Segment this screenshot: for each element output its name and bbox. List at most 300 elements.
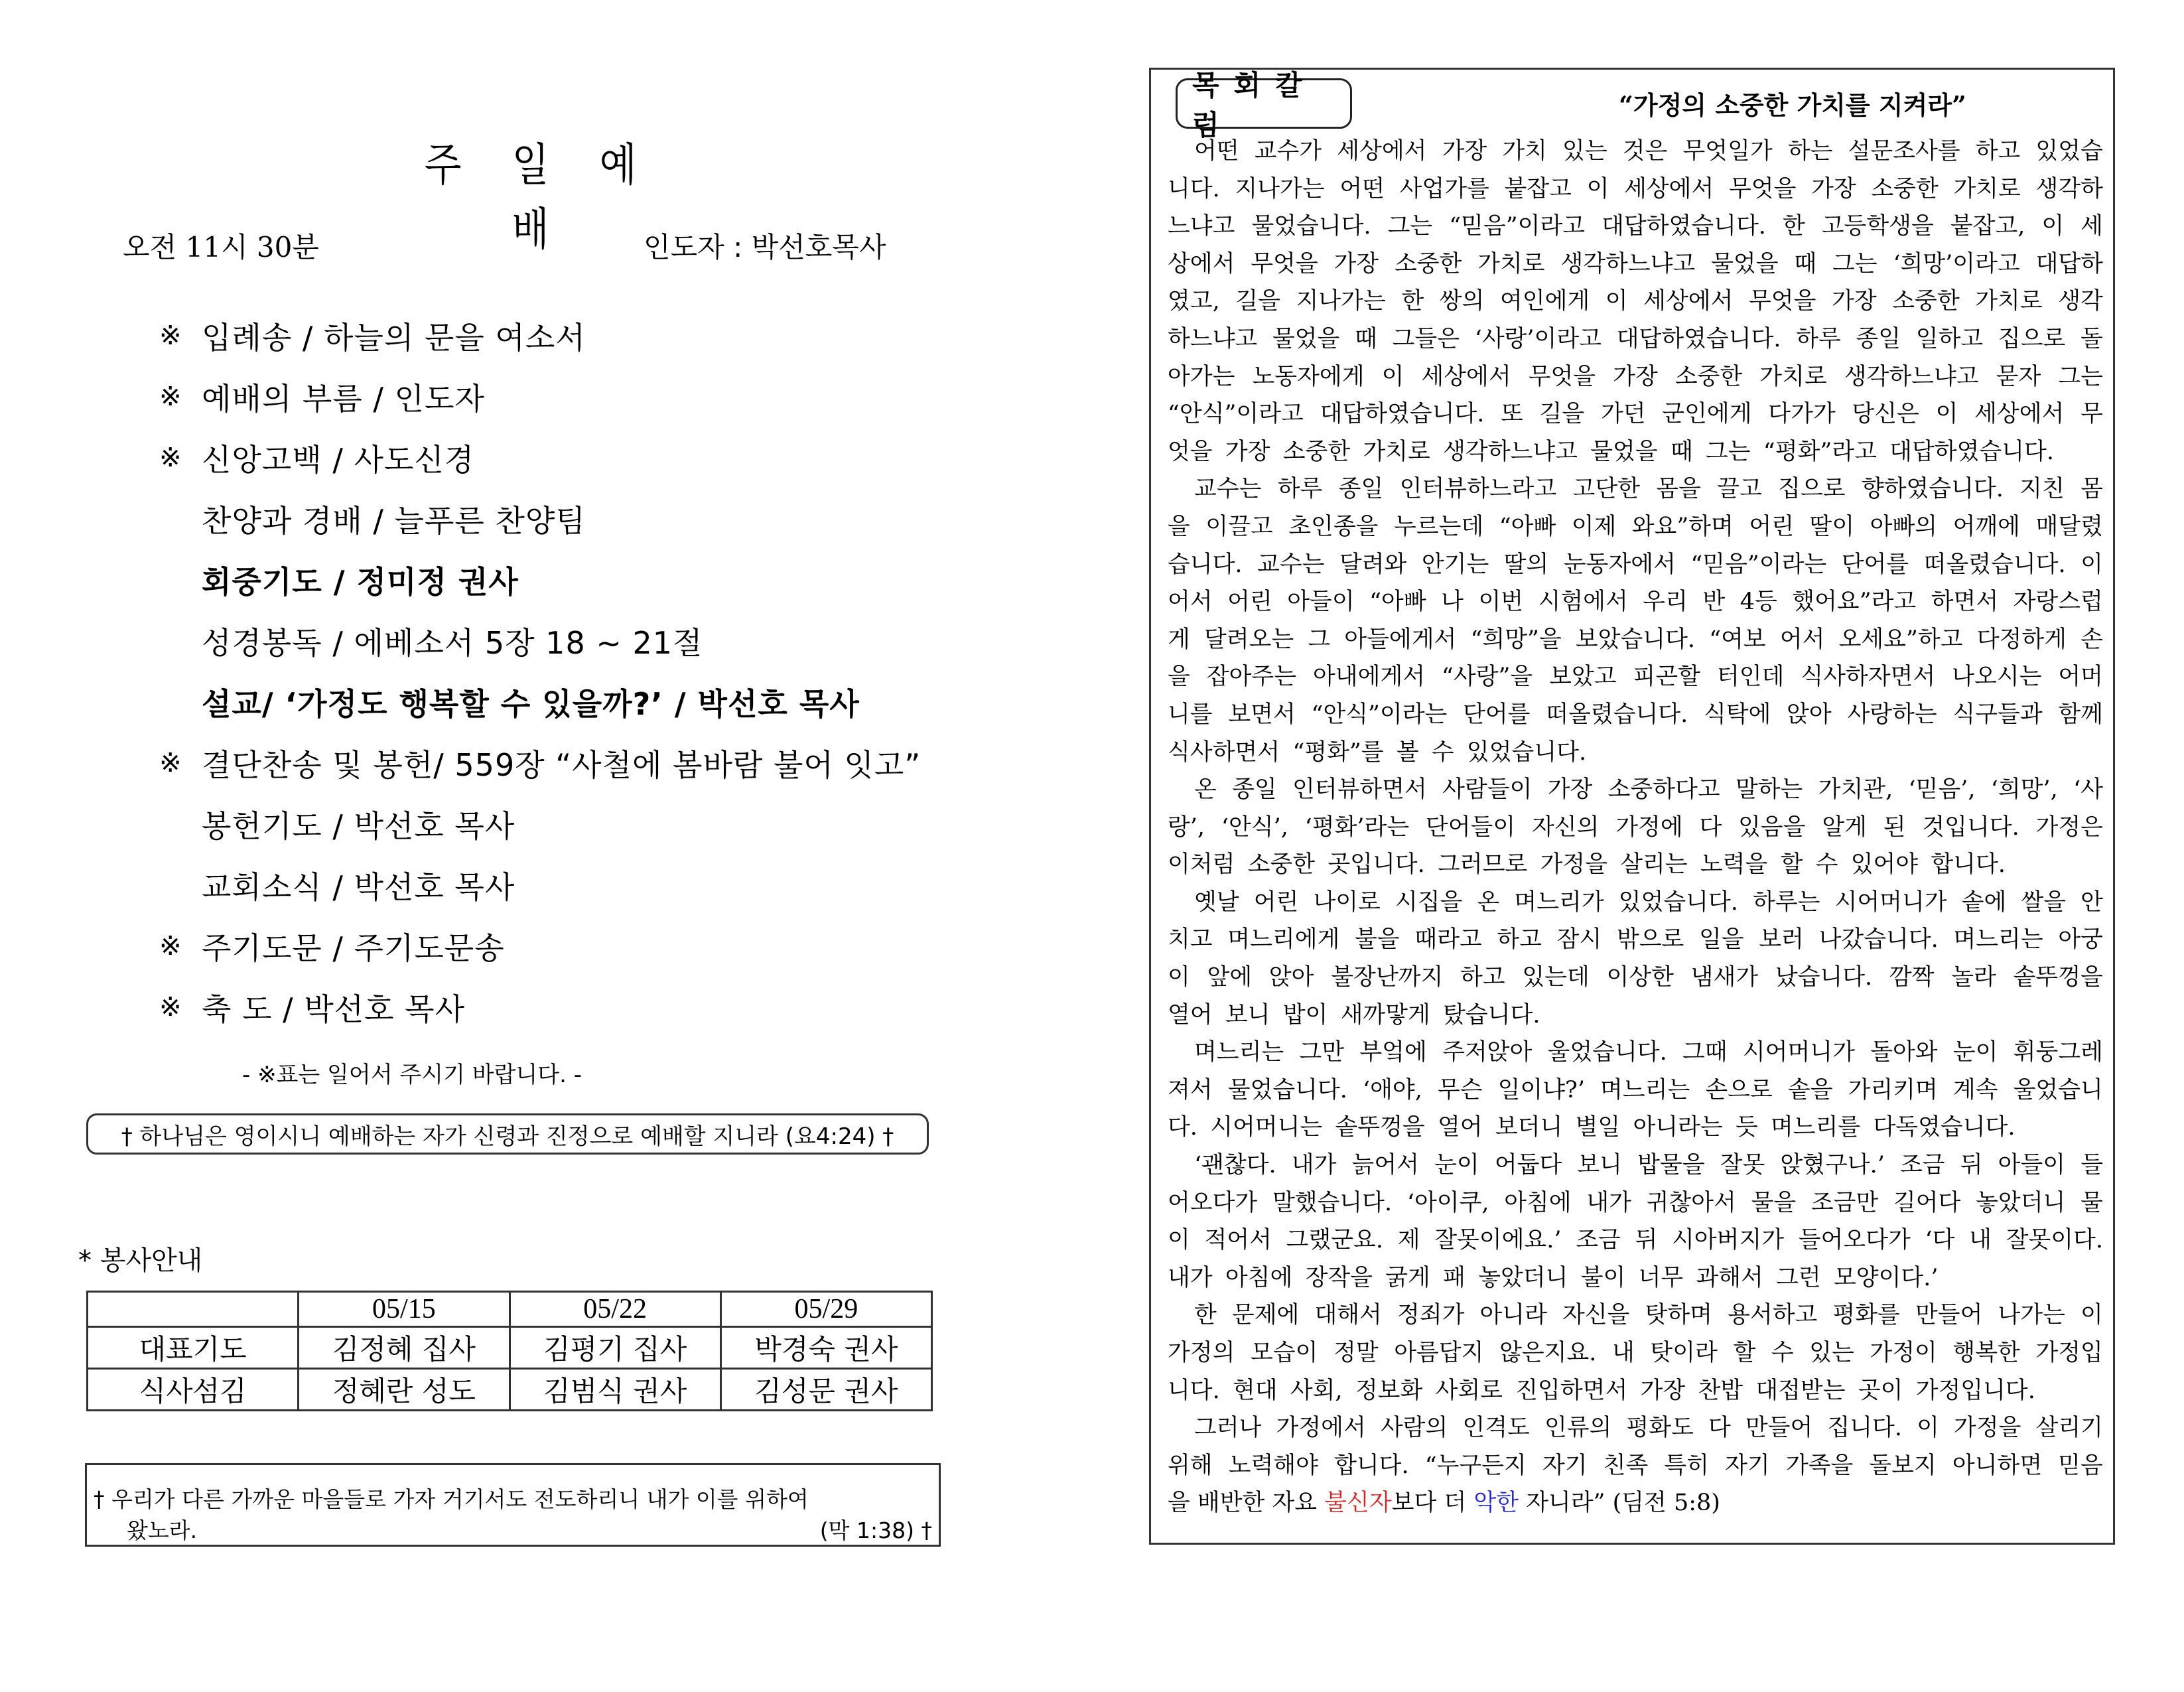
column-paragraph-line bbox=[1168, 283, 2103, 320]
column-word: 열어 bbox=[1168, 1001, 1213, 1028]
column-word: 물었습니다. bbox=[1251, 213, 1371, 240]
column-word: 있는 bbox=[1809, 1340, 1854, 1366]
column-word: 끌고 bbox=[1717, 476, 1762, 503]
column-word: 무엇을 bbox=[1749, 288, 1816, 315]
column-word: 시아버지가 bbox=[1672, 1227, 1785, 1254]
column-word: 세상에서 bbox=[1337, 138, 1427, 165]
column-word: 가장 bbox=[1547, 776, 1593, 804]
column-word: 며느리를 bbox=[1771, 1114, 1861, 1141]
column-word: 우리 bbox=[1643, 589, 1688, 616]
column-word: 합니다. bbox=[1334, 1452, 1409, 1479]
column-paragraph-line bbox=[1168, 320, 2103, 358]
column-word: 들 bbox=[2081, 1152, 2103, 1179]
column-word: 온 bbox=[1194, 776, 1217, 804]
column-word: 세 bbox=[2081, 213, 2103, 240]
column-word: ‘평화’라는 bbox=[1304, 813, 1410, 841]
column-word: 불이 bbox=[1580, 1264, 1626, 1291]
column-word: 대답하 bbox=[2035, 250, 2103, 277]
table-row-label: 대표기도 bbox=[88, 1327, 299, 1369]
column-word: 온 bbox=[1477, 888, 1500, 916]
column-word: 열어 bbox=[1438, 1114, 1483, 1141]
column-word: “평화”를 bbox=[1292, 739, 1384, 766]
column-word: 달려와 bbox=[1339, 551, 1407, 578]
column-word: 어떤 bbox=[1339, 175, 1385, 202]
column-word: 게 bbox=[1168, 626, 1190, 653]
column-word: 고단한 bbox=[1572, 476, 1640, 503]
worship-order-text: 축 도 / 박선호 목사 bbox=[202, 991, 466, 1027]
column-word: 다. bbox=[1168, 1114, 1197, 1141]
column-word: 이 bbox=[2081, 551, 2103, 578]
column-word: 아가는 bbox=[1168, 363, 1235, 390]
column-word: 생각하느냐고 bbox=[1560, 250, 1696, 277]
column-word: 손 bbox=[2081, 626, 2103, 653]
column-word: ‘애야, bbox=[1362, 1076, 1422, 1103]
worship-order-item bbox=[159, 916, 1022, 977]
column-word: 그때 bbox=[1682, 1039, 1728, 1066]
column-word: 이상한 bbox=[1606, 964, 1674, 991]
column-word: 말했습니다. bbox=[1272, 1189, 1393, 1216]
column-paragraph-line bbox=[1168, 621, 2103, 659]
column-paragraph-line bbox=[1168, 1372, 2103, 1410]
column-word: 할 bbox=[1780, 851, 1803, 879]
column-word: 4등 bbox=[1740, 589, 1777, 616]
column-word: 또 bbox=[1501, 401, 1523, 428]
column-word: 아침에 bbox=[1504, 1189, 1572, 1216]
column-word: 니다. bbox=[1168, 175, 1220, 202]
column-word: 시어머니가 bbox=[1834, 888, 1947, 916]
column-word: 무엇일가 bbox=[1682, 138, 1773, 165]
column-word: 가장 bbox=[1442, 138, 1487, 165]
column-word: 그들은 bbox=[1392, 325, 1460, 352]
column-word: 별일 bbox=[1575, 1114, 1621, 1141]
column-word: 어떤 bbox=[1194, 138, 1239, 165]
column-word: 며느리에게 bbox=[1227, 926, 1340, 953]
column-word: 냄새가 bbox=[1690, 964, 1759, 991]
column-word: 떠올렸습니다. bbox=[1546, 701, 1688, 728]
column-word: 몸을 bbox=[1656, 476, 1701, 503]
column-word: 과해서 bbox=[1696, 1264, 1763, 1291]
column-word: 딸의 bbox=[1503, 551, 1549, 578]
column-word: 사업가를 bbox=[1399, 175, 1489, 202]
column-word: 군인에게 bbox=[1662, 401, 1752, 428]
column-word: 습니다. bbox=[1168, 551, 1243, 578]
column-word: 자랑스럽 bbox=[2013, 589, 2103, 616]
column-word: 어머 bbox=[2058, 664, 2103, 691]
column-word: 며느리는 bbox=[1194, 1039, 1284, 1066]
column-word: 솥을 bbox=[1787, 1076, 1833, 1103]
column-word: 있었습니다. bbox=[1618, 888, 1738, 916]
column-word: 가치로 bbox=[1363, 438, 1430, 465]
column-word: 어린 bbox=[1749, 513, 1795, 540]
column-word: 할 bbox=[1733, 1340, 1756, 1366]
column-word: 수 bbox=[1815, 851, 1838, 879]
column-paragraph-line bbox=[1168, 1409, 2103, 1447]
column-word: 물었을 bbox=[1590, 438, 1658, 465]
worship-order-text: 성경봉독 / 에베소서 5장 18 ~ 21절 bbox=[202, 625, 703, 661]
column-word: 이 bbox=[1605, 288, 1628, 315]
column-word: 보니 bbox=[1577, 1152, 1622, 1179]
column-word: 내 bbox=[1969, 1227, 1992, 1254]
column-word: 소중한 bbox=[1674, 363, 1743, 390]
column-word: 정죄가 bbox=[1397, 1302, 1465, 1329]
column-word: 다가가 bbox=[1768, 401, 1836, 428]
column-word: 붙잡고 bbox=[1504, 175, 1572, 202]
column-word: 붙잡고, bbox=[1950, 213, 2025, 240]
column-word: 시어머니가 bbox=[1742, 1039, 1855, 1066]
column-word: 평화도 bbox=[1626, 1415, 1694, 1442]
column-paragraph-line bbox=[1168, 1072, 2103, 1109]
column-word: 가정의 bbox=[1168, 1340, 1235, 1366]
column-word: 깜짝 bbox=[1889, 964, 1935, 991]
column-word: 패 bbox=[1443, 1264, 1466, 1291]
worship-order-text: 결단찬송 및 봉헌/ 559장 “사철에 봄바람 불어 잇고” bbox=[202, 747, 921, 783]
column-word: 그만 bbox=[1299, 1039, 1345, 1066]
column-word: 사람들이 bbox=[1442, 776, 1533, 804]
worship-order-text: 교회소식 / 박선호 목사 bbox=[202, 869, 515, 905]
table-cell: 정혜란 성도 bbox=[299, 1369, 510, 1411]
column-word: 세상에서 bbox=[1974, 401, 2065, 428]
column-word: 가족을 bbox=[1785, 1452, 1854, 1479]
column-word: 자신을 bbox=[1562, 1302, 1630, 1329]
service-time: 오전 11시 30분 bbox=[123, 231, 319, 263]
column-word: 귀찮아서 bbox=[1646, 1189, 1736, 1216]
scripture-line-2-row bbox=[94, 1514, 932, 1545]
scripture-line-1: † 우리가 다른 가까운 마을들로 가자 거기서도 전도하리니 내가 이를 위하여 bbox=[94, 1486, 809, 1512]
column-word: 문제에 bbox=[1231, 1302, 1300, 1329]
column-word: 식사하면서 bbox=[1168, 739, 1280, 766]
column-word: 소중한 bbox=[1892, 288, 1960, 315]
table-cell: 김범식 권사 bbox=[510, 1369, 720, 1411]
column-word: 아들이 bbox=[1998, 1152, 2066, 1179]
column-word: 랑’, bbox=[1168, 813, 1205, 841]
column-word: 그런 bbox=[1776, 1264, 1821, 1291]
column-word: 친족 bbox=[1603, 1452, 1649, 1479]
column-word: “안식”이라는 bbox=[1311, 701, 1448, 728]
column-paragraph-line bbox=[1168, 997, 2103, 1034]
column-word: 듯 bbox=[1735, 1114, 1758, 1141]
column-word: 불을 bbox=[1355, 926, 1400, 953]
column-word: 보니 bbox=[1225, 1001, 1270, 1028]
column-word: 시험에서 bbox=[1538, 589, 1628, 616]
column-word: 났습니다. bbox=[1775, 964, 1873, 991]
column-word: 밥물을 bbox=[1637, 1152, 1705, 1179]
column-word: “여보 bbox=[1709, 626, 1766, 653]
reference-mark-icon: ※ bbox=[159, 748, 182, 778]
column-word: 물 bbox=[2081, 1189, 2103, 1216]
column-paragraph-line bbox=[1168, 433, 2103, 471]
column-word: 하루 bbox=[1277, 476, 1323, 503]
column-word: 솥뚜껑을 bbox=[2013, 964, 2103, 991]
column-word: 눈이 bbox=[1434, 1152, 1479, 1179]
column-word: 대답하였습니다. bbox=[1889, 438, 2054, 465]
column-word: 아니하면 bbox=[1952, 1452, 2043, 1479]
column-word: 정말 bbox=[1333, 1340, 1379, 1366]
scripture-banner-bottom bbox=[85, 1463, 941, 1547]
column-word: 와요”하며 bbox=[1631, 513, 1734, 540]
column-word: 시집을 bbox=[1395, 888, 1463, 916]
column-word: 손으로 bbox=[1705, 1076, 1773, 1103]
column-word: 대답하였습니다. bbox=[1602, 213, 1766, 240]
reference-mark-icon: ※ bbox=[159, 382, 182, 412]
column-word: 이번 bbox=[1478, 589, 1524, 616]
column-word: 제 bbox=[1397, 1227, 1420, 1254]
column-word: 눈이 bbox=[1952, 1039, 1998, 1066]
column-word: 돌아와 bbox=[1870, 1039, 1938, 1066]
column-word: 내 bbox=[1612, 1340, 1635, 1366]
column-word: 살리는 bbox=[1620, 851, 1688, 879]
column-word: 너무 bbox=[1638, 1264, 1684, 1291]
column-word: 생각하느냐고 bbox=[1443, 438, 1578, 465]
column-word: 노력해야 bbox=[1228, 1452, 1318, 1479]
column-paragraph-line bbox=[1168, 1109, 2103, 1147]
column-word: 피곤할 bbox=[1633, 664, 1700, 691]
column-paragraph-line bbox=[1168, 171, 2103, 208]
column-word: 고등학생을 bbox=[1821, 213, 1934, 240]
column-word: 때 bbox=[1355, 325, 1377, 352]
column-word: 않은지요. bbox=[1499, 1340, 1597, 1366]
column-word: 적어서 bbox=[1204, 1227, 1272, 1254]
table-header-cell: 05/22 bbox=[510, 1292, 720, 1327]
column-word: 단어를 bbox=[1463, 701, 1531, 728]
column-final-text: 자니라” (딤전 5:8) bbox=[1519, 1490, 1720, 1517]
column-paragraph-line bbox=[1168, 959, 2103, 997]
worship-order-item bbox=[159, 855, 1022, 916]
column-word: 어린 bbox=[1253, 888, 1299, 916]
column-word: 치고 bbox=[1168, 926, 1213, 953]
column-word: 그는 bbox=[1832, 250, 1877, 277]
column-word: 하느냐고 bbox=[1168, 325, 1258, 352]
column-word: 불장난까지 bbox=[1331, 964, 1444, 991]
column-word: 아내에게서 bbox=[1312, 664, 1426, 691]
column-word: 가치로 bbox=[1759, 363, 1827, 390]
highlight-blue: 악한 bbox=[1473, 1490, 1519, 1517]
column-word: 때 bbox=[1670, 438, 1693, 465]
column-word: 이 bbox=[1168, 964, 1190, 991]
column-paragraph-line bbox=[1168, 1222, 2103, 1259]
column-word: 어깨에 bbox=[1952, 513, 2020, 540]
column-word: 들어오다가 bbox=[1798, 1227, 1911, 1254]
column-word: 무슨 bbox=[1437, 1076, 1483, 1103]
column-word: 믿음 bbox=[2058, 1452, 2103, 1479]
column-word: 가정이 bbox=[1870, 1340, 1937, 1366]
column-word: 가정입니다. bbox=[1915, 1377, 2035, 1404]
column-word: 느냐고 bbox=[1168, 213, 1235, 240]
worship-order-text: 설교/ ‘가정도 행복할 수 있을까?’ / 박선호 목사 bbox=[202, 686, 860, 722]
column-final-line bbox=[1168, 1484, 2103, 1522]
column-body bbox=[1168, 133, 2103, 1522]
column-word: 울었습니다. bbox=[1547, 1039, 1667, 1066]
column-word: ‘아이쿠, bbox=[1406, 1189, 1489, 1216]
column-word: 다 bbox=[1708, 1415, 1731, 1442]
column-word: 곳입니다. bbox=[1328, 851, 1425, 879]
table-row-label: 식사섬김 bbox=[88, 1369, 299, 1411]
column-word: “믿음”이라는 bbox=[1690, 551, 1827, 578]
column-word: 어둡다 bbox=[1494, 1152, 1562, 1179]
column-paragraph-line bbox=[1168, 1259, 2103, 1297]
column-word: ‘믿음’, bbox=[1908, 776, 1976, 804]
column-word: 여인에게 bbox=[1499, 288, 1590, 315]
table-header-cell: 05/29 bbox=[720, 1292, 931, 1327]
column-word: 수 bbox=[1771, 1340, 1794, 1366]
column-word: ‘사 bbox=[2073, 776, 2103, 804]
column-word: 길을 bbox=[1539, 401, 1585, 428]
worship-order-text: 봉헌기도 / 박선호 목사 bbox=[202, 808, 515, 844]
column-word: 단어들이 bbox=[1425, 813, 1516, 841]
scripture-banner-top bbox=[86, 1113, 929, 1155]
column-word: 물었을 bbox=[1711, 250, 1779, 277]
column-word: 볼 bbox=[1396, 739, 1419, 766]
column-word: ‘안식’, bbox=[1221, 813, 1288, 841]
column-word: 가리키며 bbox=[1848, 1076, 1938, 1103]
table-header-cell bbox=[88, 1292, 299, 1327]
column-word: 하루는 bbox=[1753, 888, 1820, 916]
column-word: 탔습니다. bbox=[1443, 1001, 1540, 1028]
column-word: 앞에 bbox=[1207, 964, 1253, 991]
service-roster-title: * 봉사안내 bbox=[78, 1245, 203, 1276]
column-word: 집으로 bbox=[1998, 325, 2066, 352]
column-word: 가던 bbox=[1600, 401, 1646, 428]
scripture-reference: (막 1:38) † bbox=[819, 1517, 932, 1543]
column-word: “평화”라고 bbox=[1763, 438, 1877, 465]
column-word: 그는 bbox=[1706, 438, 1751, 465]
column-word: 이처럼 bbox=[1168, 851, 1235, 879]
worship-order-text: 회중기도 / 정미정 권사 bbox=[202, 564, 519, 600]
column-word: 합니다. bbox=[1931, 851, 2006, 879]
column-word: ‘희망’, bbox=[1990, 776, 2058, 804]
column-word: 있었습니다. bbox=[1466, 739, 1587, 766]
column-word: 교수는 bbox=[1257, 551, 1325, 578]
column-word: 용서하고 bbox=[1728, 1302, 1818, 1329]
column-word: 오세요”하고 bbox=[1838, 626, 1963, 653]
column-word: 가장 bbox=[1613, 363, 1658, 390]
column-word: 잡아주는 bbox=[1206, 664, 1297, 691]
column-paragraph-line bbox=[1168, 1034, 2103, 1072]
column-word: 달려오는 bbox=[1203, 626, 1294, 653]
column-paragraph-line bbox=[1168, 1447, 2103, 1485]
column-word: 종일 bbox=[1338, 476, 1384, 503]
reference-mark-icon: ※ bbox=[159, 931, 182, 961]
worship-order-text: 예배의 부름 / 인도자 bbox=[202, 381, 485, 417]
column-word: 눈동자에서 bbox=[1563, 551, 1676, 578]
column-word: 놓았더니 bbox=[1976, 1189, 2066, 1216]
column-word: 가치 bbox=[1502, 138, 1547, 165]
column-word: ‘희망’이라고 bbox=[1893, 250, 2020, 277]
column-word: 사람의 bbox=[1380, 1415, 1448, 1442]
column-word: “믿음”이라고 bbox=[1449, 213, 1586, 240]
column-word: 가치관, bbox=[1818, 776, 1893, 804]
column-word: 노동자에게 bbox=[1252, 363, 1365, 390]
column-word: 보았습니다. bbox=[1575, 626, 1696, 653]
column-word: 아침에 bbox=[1225, 1264, 1293, 1291]
column-word: 가치로 bbox=[1975, 288, 2043, 315]
column-word: 며느리가 bbox=[1514, 888, 1604, 916]
column-word: 지친 bbox=[2019, 476, 2065, 503]
column-word: 나갔습니다. bbox=[1818, 926, 1939, 953]
column-word: 있음을 bbox=[1738, 813, 1806, 841]
column-word: 하면서 bbox=[1931, 589, 1999, 616]
column-paragraph-line bbox=[1168, 246, 2103, 283]
column-word: 대접받는 bbox=[1755, 1377, 1846, 1404]
column-paragraph-line bbox=[1168, 846, 2103, 884]
column-word: 아궁 bbox=[2058, 926, 2103, 953]
column-word: 종일 bbox=[1856, 325, 1901, 352]
column-word: 것입니다. bbox=[1922, 813, 2019, 841]
column-word: 만들어 bbox=[1915, 1302, 1983, 1329]
column-word: 가정입 bbox=[2035, 1340, 2103, 1366]
column-word: 식구들과 bbox=[1952, 701, 2043, 728]
table-header-row bbox=[88, 1292, 932, 1327]
column-word: 소중한 bbox=[1247, 851, 1316, 879]
column-word: 이 bbox=[1586, 175, 1609, 202]
column-word: 이끌고 bbox=[1205, 513, 1273, 540]
column-word: 평화를 bbox=[1832, 1302, 1900, 1329]
column-word: 며느리는 bbox=[1953, 926, 2043, 953]
column-word: 노력을 bbox=[1700, 851, 1768, 879]
column-word: 만들어 bbox=[1745, 1415, 1813, 1442]
column-word: 정보화 bbox=[1355, 1377, 1423, 1404]
column-paragraph-line bbox=[1168, 734, 2103, 772]
worship-order-item bbox=[159, 305, 1022, 366]
column-word: 특히 bbox=[1664, 1452, 1710, 1479]
reference-mark-icon: ※ bbox=[159, 320, 182, 351]
column-word: 종일 bbox=[1232, 776, 1277, 804]
column-word: 탓하며 bbox=[1645, 1302, 1712, 1329]
column-word: 아름답지 bbox=[1394, 1340, 1484, 1366]
table-cell: 박경숙 권사 bbox=[720, 1327, 931, 1369]
column-paragraph-line bbox=[1168, 809, 2103, 847]
column-paragraph-line bbox=[1168, 771, 2103, 809]
column-word: 그는 bbox=[1387, 213, 1433, 240]
service-roster-table bbox=[86, 1291, 933, 1411]
column-word: 소중하다고 bbox=[1607, 776, 1720, 804]
column-paragraph-line bbox=[1168, 921, 2103, 959]
worship-order-item bbox=[159, 977, 1022, 1038]
column-word: 행복한 bbox=[1952, 1340, 2020, 1366]
column-word: 주저앉아 bbox=[1442, 1039, 1533, 1066]
column-word: 아들이 bbox=[1287, 589, 1355, 616]
column-word: 소중한 bbox=[1871, 175, 1939, 202]
column-word: 조금 bbox=[1899, 1152, 1945, 1179]
column-word: 가치로 bbox=[1477, 250, 1545, 277]
column-word: 물었습니다. bbox=[1227, 1076, 1347, 1103]
column-word: 된 bbox=[1883, 813, 1906, 841]
column-word: 보러 bbox=[1759, 926, 1804, 953]
column-word: 일을 bbox=[1699, 926, 1744, 953]
column-word: 며느리는 bbox=[1600, 1076, 1690, 1103]
column-word: 가정에서 bbox=[1276, 1415, 1366, 1442]
column-word: 가장 bbox=[1333, 250, 1379, 277]
column-word: 인터뷰하면서 bbox=[1292, 776, 1427, 804]
worship-order-item bbox=[159, 794, 1022, 855]
column-word: “아빠 bbox=[1499, 513, 1556, 540]
column-paragraph-line bbox=[1168, 884, 2103, 922]
column-word: ‘다 bbox=[1925, 1227, 1955, 1254]
column-word: “사랑”을 bbox=[1441, 664, 1533, 691]
column-word: 다정하게 bbox=[1976, 626, 2067, 653]
column-word: 나오시는 bbox=[1952, 664, 2042, 691]
column-word: 것은 bbox=[1622, 138, 1668, 165]
column-paragraph-line bbox=[1168, 1147, 2103, 1184]
worship-order-text: 입례송 / 하늘의 문을 여소서 bbox=[202, 320, 586, 356]
column-word: 쌍의 bbox=[1439, 288, 1485, 315]
column-word: 놓았더니 bbox=[1478, 1264, 1568, 1291]
column-word: 이제 bbox=[1571, 513, 1617, 540]
column-word: 옛날 bbox=[1194, 888, 1239, 916]
column-word: 소중한 bbox=[1282, 438, 1351, 465]
column-word: 있는 bbox=[1562, 138, 1607, 165]
column-word: 사회로 bbox=[1435, 1377, 1503, 1404]
column-word: 교수는 bbox=[1194, 476, 1262, 503]
